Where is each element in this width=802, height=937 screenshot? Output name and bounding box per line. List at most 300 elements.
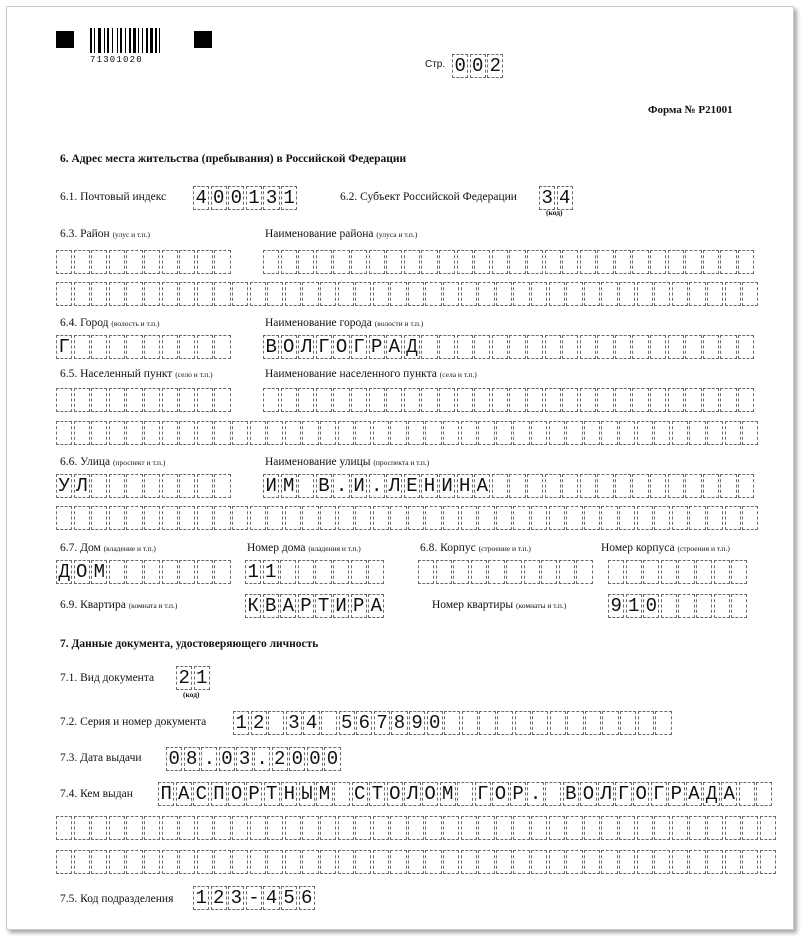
char-cell: [404, 388, 420, 412]
char-cell: [707, 506, 723, 530]
barcode-number: 71301020: [90, 55, 143, 65]
char-cell: [703, 250, 719, 274]
char-cell: [74, 421, 90, 445]
char-cell: О: [633, 782, 649, 806]
char-cell: [703, 335, 719, 359]
char-cell: [91, 506, 107, 530]
barcode-bar: [125, 28, 126, 53]
char-cell: Г: [615, 782, 631, 806]
char-cell: [214, 474, 230, 498]
char-cell: -: [246, 886, 262, 910]
char-cell: [126, 421, 142, 445]
char-cell: [425, 282, 441, 306]
subject-code-field[interactable]: [539, 186, 574, 210]
char-cell: [725, 816, 741, 840]
char-cell: [643, 560, 659, 584]
char-cell: [655, 711, 671, 735]
char-cell: [488, 560, 504, 584]
char-cell: [285, 850, 301, 874]
char-cell: [527, 250, 543, 274]
char-cell: [527, 388, 543, 412]
char-cell: [250, 850, 266, 874]
char-cell: [549, 506, 565, 530]
district-type-field[interactable]: [56, 250, 232, 274]
char-cell: [707, 282, 723, 306]
char-cell: [580, 335, 596, 359]
char-cell: Г: [351, 335, 367, 359]
char-cell: [267, 816, 283, 840]
char-cell: [608, 560, 624, 584]
char-cell: М: [316, 782, 332, 806]
barcode-bar: [138, 28, 139, 53]
barcode-bar: [150, 28, 153, 53]
char-cell: 0: [228, 186, 244, 210]
char-cell: [742, 282, 758, 306]
char-cell: [584, 850, 600, 874]
char-cell: [126, 388, 142, 412]
subject-code-note: (код): [546, 208, 563, 217]
char-cell: [496, 816, 512, 840]
char-cell: [197, 421, 213, 445]
char-cell: [678, 560, 694, 584]
char-cell: [756, 782, 772, 806]
char-cell: 0: [211, 186, 227, 210]
char-cell: [338, 816, 354, 840]
char-cell: [760, 816, 776, 840]
char-cell: .: [527, 782, 543, 806]
char-cell: [390, 506, 406, 530]
district-label: 6.3. Район (улус и т.п.): [60, 228, 151, 240]
char-cell: 2: [251, 711, 267, 735]
char-cell: [144, 816, 160, 840]
char-cell: [725, 506, 741, 530]
char-cell: Д: [404, 335, 420, 359]
char-cell: [478, 506, 494, 530]
barcode-bar: [107, 28, 109, 53]
char-cell: [250, 282, 266, 306]
apartment-number-field[interactable]: [608, 594, 749, 618]
char-cell: [632, 250, 648, 274]
char-cell: А: [721, 782, 737, 806]
char-cell: [214, 335, 230, 359]
char-cell: Л: [386, 474, 402, 498]
char-cell: [661, 560, 677, 584]
city-label: 6.4. Город (волость и т.п.): [60, 317, 160, 329]
char-cell: [738, 388, 754, 412]
char-cell: [386, 250, 402, 274]
char-cell: [144, 850, 160, 874]
char-cell: Н: [281, 782, 297, 806]
char-cell: [559, 560, 575, 584]
char-cell: [281, 388, 297, 412]
char-cell: [474, 335, 490, 359]
char-cell: [355, 816, 371, 840]
char-cell: 1: [626, 594, 642, 618]
char-cell: [162, 506, 178, 530]
char-cell: [668, 335, 684, 359]
barcode: [88, 28, 180, 64]
char-cell: [461, 850, 477, 874]
char-cell: [524, 560, 540, 584]
char-cell: [492, 388, 508, 412]
char-cell: [549, 282, 565, 306]
char-cell: 3: [263, 186, 279, 210]
char-cell: [421, 388, 437, 412]
char-cell: [418, 560, 434, 584]
barcode-bar: [90, 28, 92, 53]
char-cell: 3: [286, 711, 302, 735]
char-cell: [355, 282, 371, 306]
char-cell: [162, 335, 178, 359]
building-number-field[interactable]: [608, 560, 749, 584]
char-cell: [74, 282, 90, 306]
barcode-bar: [129, 28, 131, 53]
char-cell: В: [316, 474, 332, 498]
char-cell: [179, 388, 195, 412]
city-name-label: Наименование города (волости и т.п.): [265, 317, 424, 329]
char-cell: [479, 711, 495, 735]
char-cell: [738, 250, 754, 274]
char-cell: [214, 388, 230, 412]
char-cell: 1: [281, 186, 297, 210]
char-cell: [527, 474, 543, 498]
char-cell: [320, 421, 336, 445]
char-cell: [619, 506, 635, 530]
char-cell: П: [158, 782, 174, 806]
char-cell: [562, 335, 578, 359]
char-cell: [474, 250, 490, 274]
char-cell: [685, 388, 701, 412]
char-cell: [597, 335, 613, 359]
apartment-type-field[interactable]: [245, 594, 386, 618]
char-cell: [580, 474, 596, 498]
char-cell: [214, 506, 230, 530]
char-cell: [268, 711, 284, 735]
char-cell: Л: [74, 474, 90, 498]
char-cell: [731, 594, 747, 618]
char-cell: [685, 474, 701, 498]
char-cell: М: [91, 560, 107, 584]
district-name-continued-field[interactable]: [56, 282, 760, 306]
char-cell: [668, 388, 684, 412]
char-cell: Н: [421, 474, 437, 498]
locality-label: 6.5. Населенный пункт (село и т.п.): [60, 368, 213, 380]
char-cell: С: [352, 782, 368, 806]
char-cell: [720, 335, 736, 359]
locality-type-field[interactable]: [56, 388, 232, 412]
char-cell: 1: [246, 186, 262, 210]
char-cell: [162, 282, 178, 306]
char-cell: [492, 474, 508, 498]
char-cell: [281, 250, 297, 274]
barcode-bar: [117, 28, 118, 53]
char-cell: [478, 850, 494, 874]
char-cell: [580, 250, 596, 274]
char-cell: [214, 560, 230, 584]
char-cell: [74, 850, 90, 874]
char-cell: Т: [369, 782, 385, 806]
char-cell: [597, 474, 613, 498]
char-cell: [531, 850, 547, 874]
char-cell: [91, 850, 107, 874]
char-cell: [678, 594, 694, 618]
char-cell: [506, 560, 522, 584]
char-cell: [461, 506, 477, 530]
char-cell: [421, 250, 437, 274]
city-name-field[interactable]: [263, 335, 756, 359]
char-cell: [320, 816, 336, 840]
char-cell: О: [281, 335, 297, 359]
char-cell: [637, 421, 653, 445]
char-cell: И: [439, 474, 455, 498]
char-cell: [632, 474, 648, 498]
char-cell: [632, 388, 648, 412]
char-cell: [650, 474, 666, 498]
char-cell: [162, 474, 178, 498]
char-cell: В: [263, 335, 279, 359]
house-type-field[interactable]: [56, 560, 232, 584]
char-cell: 5: [339, 711, 355, 735]
char-cell: 0: [643, 594, 659, 618]
char-cell: [333, 250, 349, 274]
char-cell: [390, 282, 406, 306]
char-cell: 3: [228, 886, 244, 910]
char-cell: [545, 474, 561, 498]
char-cell: [214, 850, 230, 874]
char-cell: [355, 506, 371, 530]
char-cell: Д: [703, 782, 719, 806]
char-cell: [315, 560, 331, 584]
char-cell: [637, 850, 653, 874]
division-code-field[interactable]: [193, 886, 316, 910]
char-cell: [584, 421, 600, 445]
char-cell: [74, 816, 90, 840]
char-cell: 3: [236, 747, 252, 771]
char-cell: [373, 421, 389, 445]
char-cell: [444, 711, 460, 735]
char-cell: 9: [409, 711, 425, 735]
char-cell: Л: [298, 335, 314, 359]
char-cell: [602, 711, 618, 735]
corner-marker-right: [194, 31, 212, 48]
street-label: 6.6. Улица (проспект и т.п.): [60, 456, 166, 468]
char-cell: [601, 506, 617, 530]
char-cell: [597, 250, 613, 274]
char-cell: [668, 474, 684, 498]
char-cell: И: [351, 474, 367, 498]
char-cell: [620, 711, 636, 735]
char-cell: [109, 282, 125, 306]
locality-name-label: Наименование населенного пункта (села и т.п.): [265, 368, 477, 380]
barcode-bar: [120, 28, 122, 53]
char-cell: 2: [487, 54, 503, 78]
char-cell: [496, 282, 512, 306]
char-cell: [685, 250, 701, 274]
char-cell: [443, 282, 459, 306]
char-cell: А: [280, 594, 296, 618]
char-cell: [668, 250, 684, 274]
char-cell: [714, 560, 730, 584]
issued-by-line3-field[interactable]: [56, 850, 777, 874]
barcode-bar: [104, 28, 105, 53]
char-cell: [408, 850, 424, 874]
char-cell: 6: [299, 886, 315, 910]
char-cell: [285, 506, 301, 530]
char-cell: [126, 506, 142, 530]
char-cell: [267, 282, 283, 306]
issue-date-field[interactable]: [166, 747, 342, 771]
char-cell: Л: [404, 782, 420, 806]
char-cell: К: [245, 594, 261, 618]
char-cell: .: [333, 474, 349, 498]
char-cell: [478, 421, 494, 445]
char-cell: [263, 250, 279, 274]
char-cell: [267, 421, 283, 445]
char-cell: [425, 506, 441, 530]
char-cell: [497, 711, 513, 735]
char-cell: [334, 782, 350, 806]
char-cell: [654, 850, 670, 874]
char-cell: [615, 474, 631, 498]
char-cell: Р: [298, 594, 314, 618]
char-cell: [654, 506, 670, 530]
barcode-bar: [112, 28, 113, 53]
char-cell: [457, 250, 473, 274]
char-cell: [109, 421, 125, 445]
issued-by-label: 7.4. Кем выдан: [60, 788, 133, 800]
city-type-field[interactable]: [56, 335, 232, 359]
char-cell: [707, 421, 723, 445]
char-cell: [373, 816, 389, 840]
char-cell: [461, 282, 477, 306]
house-number-field[interactable]: [245, 560, 386, 584]
char-cell: [462, 711, 478, 735]
char-cell: [162, 388, 178, 412]
char-cell: [333, 560, 349, 584]
char-cell: [56, 506, 72, 530]
issued-by-line2-field[interactable]: [56, 816, 777, 840]
series-number-field[interactable]: [233, 711, 673, 735]
char-cell: [513, 421, 529, 445]
char-cell: [601, 816, 617, 840]
char-cell: [280, 560, 296, 584]
char-cell: [109, 560, 125, 584]
issued-by-field[interactable]: [158, 782, 774, 806]
char-cell: [654, 421, 670, 445]
char-cell: [439, 335, 455, 359]
char-cell: 8: [184, 747, 200, 771]
char-cell: [661, 594, 677, 618]
char-cell: [316, 250, 332, 274]
char-cell: [689, 816, 705, 840]
postal-index-label: 6.1. Почтовый индекс: [60, 191, 167, 203]
char-cell: [584, 816, 600, 840]
char-cell: [689, 282, 705, 306]
apartment-label: 6.9. Квартира (комната и т.п.): [60, 599, 178, 611]
barcode-bar: [146, 28, 148, 53]
char-cell: [685, 335, 701, 359]
page-number-field: [452, 54, 505, 78]
char-cell: [144, 282, 160, 306]
char-cell: [179, 250, 195, 274]
char-cell: 0: [427, 711, 443, 735]
division-code-label: 7.5. Код подразделения: [60, 893, 174, 905]
char-cell: Р: [246, 782, 262, 806]
char-cell: [373, 506, 389, 530]
char-cell: [390, 850, 406, 874]
char-cell: 5: [281, 886, 297, 910]
char-cell: [601, 282, 617, 306]
char-cell: [386, 388, 402, 412]
char-cell: [696, 560, 712, 584]
char-cell: [373, 850, 389, 874]
street-name-field[interactable]: [263, 474, 756, 498]
char-cell: [126, 474, 142, 498]
char-cell: [509, 250, 525, 274]
char-cell: [742, 850, 758, 874]
char-cell: [672, 282, 688, 306]
char-cell: Р: [351, 594, 367, 618]
char-cell: [509, 474, 525, 498]
char-cell: А: [686, 782, 702, 806]
char-cell: [338, 850, 354, 874]
char-cell: 1: [233, 711, 249, 735]
char-cell: [760, 850, 776, 874]
char-cell: 0: [452, 54, 468, 78]
char-cell: [562, 474, 578, 498]
issue-date-label: 7.3. Дата выдачи: [60, 752, 142, 764]
char-cell: [109, 250, 125, 274]
char-cell: [637, 282, 653, 306]
char-cell: [179, 421, 195, 445]
char-cell: [696, 594, 712, 618]
building-type-field[interactable]: [418, 560, 594, 584]
char-cell: 3: [539, 186, 555, 210]
char-cell: [250, 816, 266, 840]
street-name-continued-field[interactable]: [56, 506, 760, 530]
char-cell: 4: [557, 186, 573, 210]
char-cell: 4: [303, 711, 319, 735]
char-cell: [197, 388, 213, 412]
char-cell: [703, 388, 719, 412]
char-cell: [720, 250, 736, 274]
char-cell: [302, 506, 318, 530]
char-cell: [425, 850, 441, 874]
postal-index-field[interactable]: [193, 186, 299, 210]
char-cell: [725, 850, 741, 874]
street-type-field[interactable]: [56, 474, 232, 498]
locality-name-field[interactable]: [263, 388, 756, 412]
char-cell: [439, 250, 455, 274]
char-cell: [126, 250, 142, 274]
char-cell: [214, 816, 230, 840]
char-cell: [338, 421, 354, 445]
char-cell: [263, 388, 279, 412]
locality-name-continued-field[interactable]: [56, 421, 760, 445]
char-cell: [672, 506, 688, 530]
district-name-field[interactable]: [263, 250, 756, 274]
char-cell: [126, 560, 142, 584]
char-cell: [351, 560, 367, 584]
char-cell: [351, 388, 367, 412]
district-name-label: Наименование района (улуса и т.п.): [265, 228, 418, 240]
char-cell: [109, 335, 125, 359]
char-cell: [474, 388, 490, 412]
doc-type-field[interactable]: [176, 666, 211, 690]
char-cell: Е: [404, 474, 420, 498]
char-cell: [584, 506, 600, 530]
char-cell: 1: [194, 666, 210, 690]
